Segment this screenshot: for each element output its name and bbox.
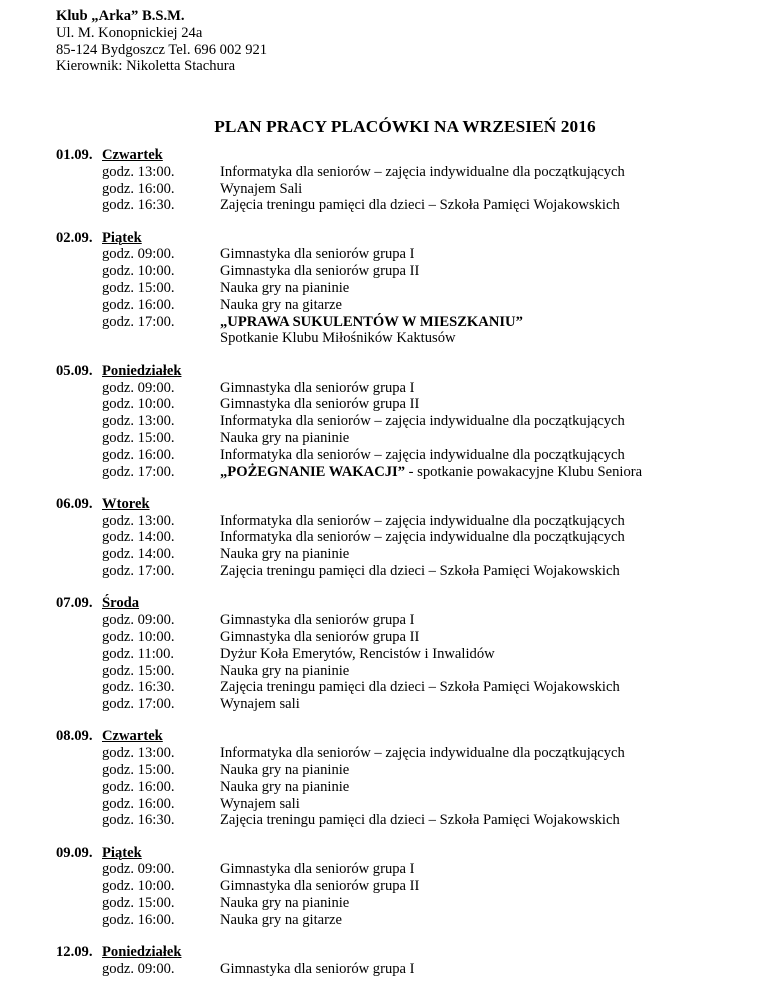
row-time: godz. 15:00.: [102, 895, 175, 912]
row-activity: [220, 646, 495, 663]
schedule-row: [56, 314, 756, 331]
day-heading: [56, 595, 756, 612]
schedule-row: [56, 762, 756, 779]
day-section: [56, 595, 756, 713]
day-section: [56, 230, 756, 348]
day-date: 06.09.: [56, 495, 93, 512]
activity-text: Nauka gry na pianinie: [220, 778, 350, 795]
row-time: godz. 09:00.: [102, 246, 175, 263]
row-activity: [220, 280, 349, 297]
schedule-row: [56, 181, 756, 198]
schedule-row: [56, 878, 756, 895]
row-time: godz. 16:30.: [102, 197, 175, 214]
activity-text: Nauka gry na pianinie: [220, 280, 350, 297]
schedule-row: [56, 861, 756, 878]
activity-text: Informatyka dla seniorów – zajęcia indywidualne dla początkujących: [220, 163, 625, 180]
activity-text: Nauka gry na pianinie: [220, 546, 350, 563]
row-activity: [220, 380, 415, 397]
row-activity: [220, 895, 349, 912]
activity-text: Wynajem sali: [220, 795, 300, 812]
row-activity: [220, 314, 523, 331]
activity-text: Dyżur Koła Emerytów, Rencistów i Inwalidów: [220, 645, 495, 662]
schedule-row: [56, 745, 756, 762]
row-time: godz. 17:00.: [102, 463, 175, 480]
day-heading: [56, 944, 756, 961]
day-weekday: Czwartek: [102, 728, 163, 745]
day-heading: [56, 496, 756, 513]
activity-text: Informatyka dla seniorów – zajęcia indywidualne dla początkujących: [220, 446, 625, 463]
activity-text: Gimnastyka dla seniorów grupa II: [220, 628, 420, 645]
row-time: godz. 14:00.: [102, 529, 175, 546]
schedule-row: [56, 297, 756, 314]
schedule-row: [56, 629, 756, 646]
club-city-phone: 85-124 Bydgoszcz Tel. 696 002 921: [56, 41, 268, 58]
row-time: godz. 13:00.: [102, 413, 175, 430]
row-activity: [220, 961, 415, 978]
row-activity: [220, 197, 620, 214]
day-section: [56, 944, 756, 978]
day-weekday: Poniedziałek: [102, 362, 182, 379]
day-weekday: Wtorek: [102, 495, 150, 512]
schedule-row: [56, 330, 756, 347]
day-heading: [56, 728, 756, 745]
page-title: PLAN PRACY PLACÓWKI NA WRZESIEŃ 2016: [214, 117, 596, 136]
event-name: „UPRAWA SUKULENTÓW W MIESZKANIU”: [220, 313, 523, 330]
schedule-row: [56, 912, 756, 929]
row-time: godz. 10:00.: [102, 628, 175, 645]
club-address: Ul. M. Konopnickiej 24a: [56, 24, 203, 41]
day-heading: [56, 845, 756, 862]
row-activity: [220, 563, 620, 580]
day-weekday: Środa: [102, 595, 140, 612]
activity-text: Zajęcia treningu pamięci dla dzieci – Szkoła Pamięci Wojakowskich: [220, 563, 620, 580]
schedule-row: [56, 563, 756, 580]
schedule-row: [56, 447, 756, 464]
day-date: 01.09.: [56, 147, 93, 163]
row-activity: [220, 164, 625, 181]
day-date: 12.09.: [56, 944, 93, 961]
schedule-row: [56, 197, 756, 214]
day-date: 07.09.: [56, 595, 93, 612]
schedule: [56, 147, 756, 993]
row-time: godz. 13:00.: [102, 512, 175, 529]
activity-text: Zajęcia treningu pamięci dla dzieci – Szkoła Pamięci Wojakowskich: [220, 197, 620, 214]
row-time: godz. 09:00.: [102, 960, 175, 977]
row-activity: [220, 447, 625, 464]
row-time: godz. 17:00.: [102, 696, 175, 713]
row-activity: [220, 430, 349, 447]
activity-text: Spotkanie Klubu Miłośników Kaktusów: [220, 330, 456, 347]
row-time: godz. 17:00.: [102, 563, 175, 580]
row-time: godz. 16:30.: [102, 812, 175, 829]
row-activity: [220, 263, 419, 280]
activity-text: Nauka gry na pianinie: [220, 662, 350, 679]
schedule-row: [56, 679, 756, 696]
row-time: godz. 09:00.: [102, 861, 175, 878]
row-activity: [220, 297, 342, 314]
row-time: godz. 10:00.: [102, 263, 175, 280]
day-weekday: Czwartek: [102, 147, 163, 163]
schedule-row: [56, 164, 756, 181]
activity-text: Nauka gry na gitarze: [220, 296, 342, 313]
row-activity: [220, 612, 415, 629]
day-date: 02.09.: [56, 229, 93, 246]
club-manager: Kierownik: Nikoletta Stachura: [56, 58, 236, 75]
activity-text: Informatyka dla seniorów – zajęcia indywidualne dla początkujących: [220, 529, 625, 546]
row-activity: [220, 745, 625, 762]
row-activity: [220, 513, 625, 530]
row-activity: [220, 330, 456, 347]
day-section: [56, 496, 756, 580]
row-time: godz. 17:00.: [102, 313, 175, 330]
day-heading: [56, 147, 756, 164]
schedule-row: [56, 246, 756, 263]
row-time: godz. 15:00.: [102, 280, 175, 297]
activity-text: Gimnastyka dla seniorów grupa I: [220, 246, 415, 263]
row-activity: [220, 796, 300, 813]
row-activity: [220, 546, 349, 563]
activity-text: Gimnastyka dla seniorów grupa I: [220, 379, 415, 396]
row-time: godz. 15:00.: [102, 762, 175, 778]
activity-text: Nauka gry na gitarze: [220, 911, 342, 928]
day-heading: [56, 230, 756, 247]
activity-text: Gimnastyka dla seniorów grupa I: [220, 861, 415, 878]
day-date: 05.09.: [56, 362, 93, 379]
day-section: [56, 728, 756, 829]
row-time: godz. 16:00.: [102, 296, 175, 313]
row-activity: [220, 629, 419, 646]
day-date: 08.09.: [56, 728, 93, 745]
activity-text: - spotkanie powakacyjne Klubu Seniora: [405, 463, 643, 480]
row-activity: [220, 413, 625, 430]
schedule-row: [56, 663, 756, 680]
row-activity: [220, 878, 419, 895]
row-activity: [220, 396, 419, 413]
day-section: [56, 363, 756, 481]
row-time: godz. 09:00.: [102, 379, 175, 396]
schedule-row: [56, 430, 756, 447]
row-activity: [220, 812, 620, 829]
row-activity: [220, 529, 625, 546]
day-weekday: Piątek: [102, 844, 142, 861]
schedule-row: [56, 696, 756, 713]
row-time: godz. 14:00.: [102, 546, 175, 563]
row-activity: [220, 762, 349, 779]
day-section: [56, 147, 756, 214]
day-section: [56, 845, 756, 929]
row-activity: [220, 464, 642, 481]
schedule-row: [56, 396, 756, 413]
row-time: godz. 16:00.: [102, 446, 175, 463]
schedule-row: [56, 513, 756, 530]
row-activity: [220, 912, 342, 929]
activity-text: Nauka gry na pianinie: [220, 895, 350, 912]
activity-text: Gimnastyka dla seniorów grupa I: [220, 960, 415, 977]
row-activity: [220, 779, 349, 796]
row-time: godz. 11:00.: [102, 645, 175, 662]
row-time: godz. 16:00.: [102, 180, 175, 197]
day-weekday: Poniedziałek: [102, 944, 182, 961]
row-time: godz. 16:00.: [102, 778, 175, 795]
row-time: godz. 13:00.: [102, 163, 175, 180]
schedule-row: [56, 464, 756, 481]
activity-text: Informatyka dla seniorów – zajęcia indywidualne dla początkujących: [220, 512, 625, 529]
schedule-row: [56, 796, 756, 813]
activity-text: Wynajem sali: [220, 696, 300, 713]
schedule-row: [56, 263, 756, 280]
row-activity: [220, 181, 302, 198]
row-activity: [220, 663, 349, 680]
schedule-row: [56, 529, 756, 546]
schedule-row: [56, 612, 756, 629]
schedule-row: [56, 646, 756, 663]
row-time: godz. 15:00.: [102, 662, 175, 679]
row-time: godz. 16:30.: [102, 679, 175, 696]
row-time: godz. 16:00.: [102, 911, 175, 928]
row-activity: [220, 696, 300, 713]
day-date: 09.09.: [56, 844, 93, 861]
day-heading: [56, 363, 756, 380]
schedule-row: [56, 413, 756, 430]
activity-text: Gimnastyka dla seniorów grupa II: [220, 263, 420, 280]
row-time: godz. 16:00.: [102, 795, 175, 812]
activity-text: Gimnastyka dla seniorów grupa I: [220, 612, 415, 629]
row-time: godz. 13:00.: [102, 745, 175, 762]
schedule-row: [56, 280, 756, 297]
club-header: [56, 8, 267, 75]
row-time: godz. 09:00.: [102, 612, 175, 629]
schedule-row: [56, 812, 756, 829]
activity-text: Gimnastyka dla seniorów grupa II: [220, 878, 420, 895]
activity-text: Wynajem Sali: [220, 180, 303, 197]
activity-text: Zajęcia treningu pamięci dla dzieci – Szkoła Pamięci Wojakowskich: [220, 679, 620, 696]
activity-text: Gimnastyka dla seniorów grupa II: [220, 396, 420, 413]
schedule-row: [56, 895, 756, 912]
activity-text: Nauka gry na pianinie: [220, 429, 350, 446]
activity-text: Zajęcia treningu pamięci dla dzieci – Szkoła Pamięci Wojakowskich: [220, 812, 620, 829]
row-time: godz. 10:00.: [102, 396, 175, 413]
activity-text: Nauka gry na pianinie: [220, 762, 350, 778]
activity-text: Informatyka dla seniorów – zajęcia indywidualne dla początkujących: [220, 413, 625, 430]
schedule-row: [56, 779, 756, 796]
day-weekday: Piątek: [102, 229, 142, 246]
row-activity: [220, 679, 620, 696]
club-name: Klub „Arka” B.S.M.: [56, 8, 185, 24]
activity-text: Informatyka dla seniorów – zajęcia indywidualne dla początkujących: [220, 745, 625, 762]
row-time: godz. 15:00.: [102, 429, 175, 446]
row-activity: [220, 861, 415, 878]
schedule-row: [56, 961, 756, 978]
schedule-row: [56, 546, 756, 563]
event-name: „POŻEGNANIE WAKACJI”: [220, 463, 406, 480]
row-time: godz. 10:00.: [102, 878, 175, 895]
row-activity: [220, 246, 415, 263]
schedule-row: [56, 380, 756, 397]
